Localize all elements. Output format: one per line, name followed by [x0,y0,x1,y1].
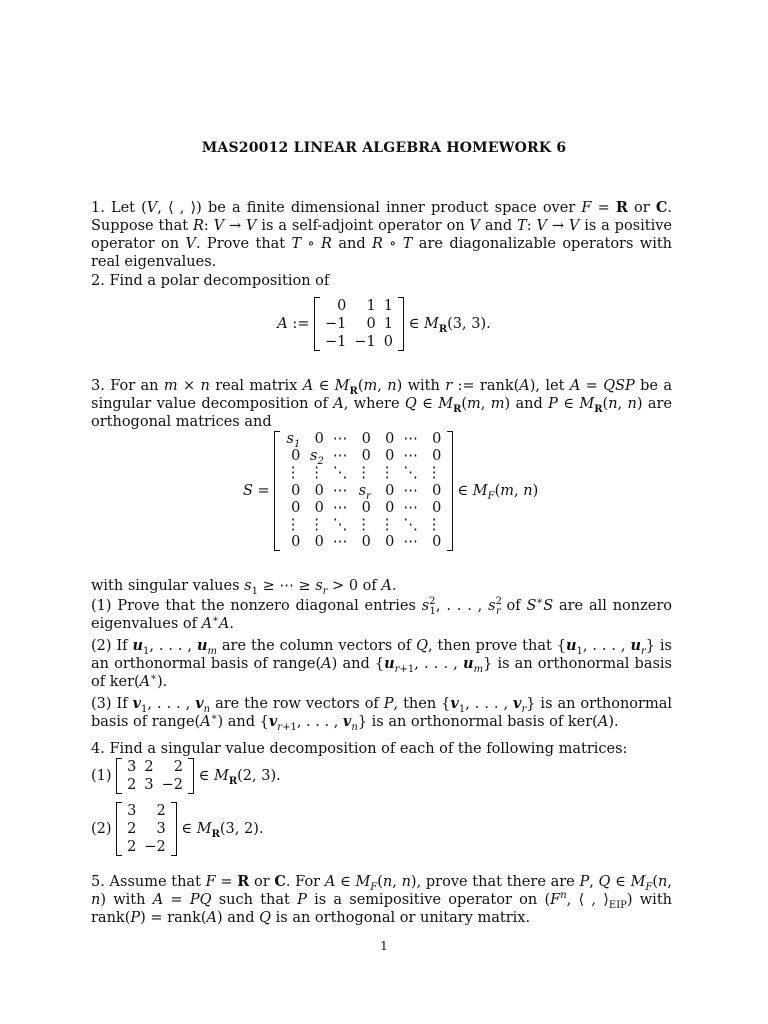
problem-3-parts: with singular values $s_1$ ≥ ⋯ ≥ $s_r > 0$ of A. (1) Prove that the nonzero diagonal entries $s^2_1$, . . . , $s^2_r$ of S∗S are all nonzero eigenvalues of A∗A. (2) If $u_1$, . . . , $u_m$ are the column vectors of Q, then prove that {$u_1$, . . . , $u_r$} is an orthonormal basis of range(A) and {$u_{r+1}$, . . . , $u_m$} is an orthonormal basis of ker(A∗). (3) If $v_1$, . . . , $v_n$ are the row vectors of P, then {$v_1$, . . . , $v_r$} is an orthonormal basis of range(A∗) and {$v_{r+1}$, . . . , $v_n$} is an orthonormal basis of ker(A). [91,578,673,733]
matrix-A: 0 1 1 −1 0 1 −1 −1 0 [314,297,404,351]
problem-4-matrix-2: (2) 3 2 2 3 2 −2 ∈ $M_R(3$, 2). [91,803,264,855]
page-number: 1 [380,939,388,953]
page-title: MAS20012 LINEAR ALGEBRA HOMEWORK 6 [201,140,567,156]
problem-3-matrix-S: S = $s_1$ 0 ⋯ 0 0 ⋯ 0 0 $s_2$ ⋯ 0 0 ⋯ 0 ⋮ ⋮ ⋱ ⋮ ⋮ ⋱ ⋮ 0 0 ⋯ $s_r$ 0 ⋯ 0 0 0 ⋯ 0 0 ⋯ 0 ⋮ ⋮ ⋱ ⋮ ⋮ ⋱ ⋮ 0 0 ⋯ 0 0 ⋯ 0 ∈ $M_F(m$, n) [243,431,539,551]
problem-1: 1. Let (V, ⟨ , ⟩) be a finite dimensional inner product space over F = R or C. Suppose that R: V → V is a self-adjoint operator on V and T: V → V is a positive operator on V. Prove that T ∘ R and R ∘ T are diagonalizable operators with real eigenvalues. [91,199,673,270]
matrix-4-1: 3 2 2 2 3 −2 [116,758,194,794]
problem-5: 5. Assume that F = R or C. For A ∈ $M_F(n$, n), prove that there are P, Q ∈ $M_F(n$, n) with A = PQ such that P is a semipositive operator on ($F^n$, ⟨ , $⟩_{EIP}$) with rank(P) = rank(A) and Q is an orthogonal or unitary matrix. [91,873,672,926]
problem-2-matrix: A := 0 1 1 −1 0 1 −1 −1 0 ∈ $M_R(3$, 3). [277,298,491,350]
problem-4-matrix-1: (1) 3 2 2 2 3 −2 ∈ $M_R(2$, 3). [91,759,281,793]
problem-2-text: 2. Find a polar decomposition of [91,273,330,289]
matrix-S: $s_1$ 0 ⋯ 0 0 ⋯ 0 0 $s_2$ ⋯ 0 0 ⋯ 0 ⋮ ⋮ ⋱ ⋮ ⋮ ⋱ ⋮ 0 0 ⋯ $s_r$ 0 ⋯ 0 0 0 ⋯ 0 0 ⋯ 0 ⋮ ⋮ ⋱ ⋮ ⋮ ⋱ ⋮ 0 0 ⋯ 0 0 ⋯ 0 [274,431,453,551]
problem-3-text: 3. For an m × n real matrix A ∈ $M_R(m$, n) with r := rank(A), let A = QSP be a singular value decomposition of A, where Q ∈ $M_R(m$, m) and P ∈ $M_R(n$, n) are orthogonal matrices and [91,378,673,430]
matrix-4-2: 3 2 2 3 2 −2 [116,802,177,856]
problem-4-text: 4. Find a singular value decomposition of each of the following matrices: [91,741,628,757]
